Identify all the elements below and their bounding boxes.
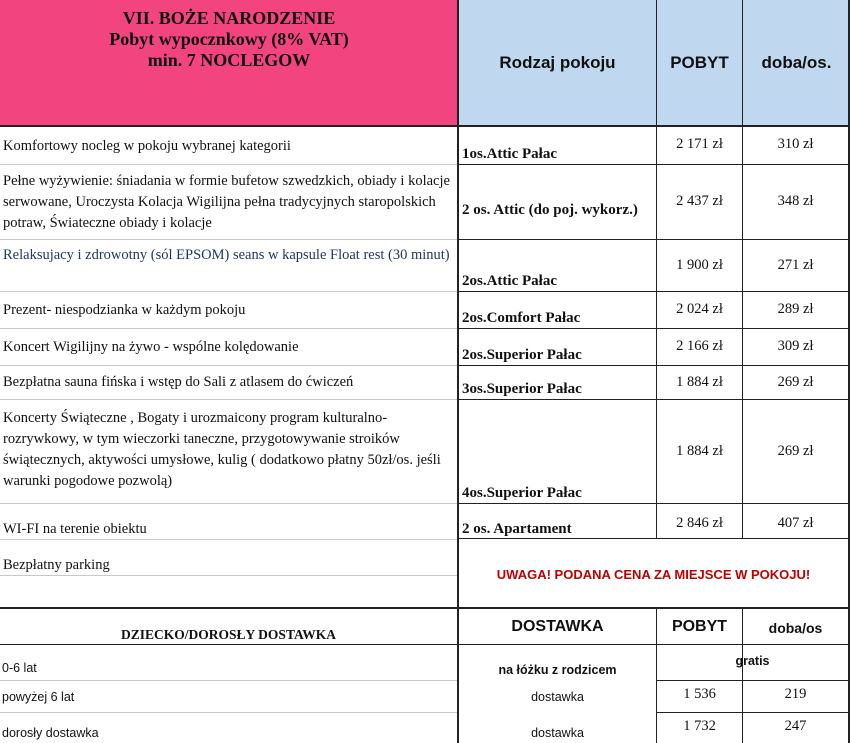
offer-subtitle: Pobyt wypocznkowy (8% VAT) xyxy=(109,29,349,49)
divider-horizontal xyxy=(0,680,457,681)
divider-horizontal xyxy=(0,503,457,504)
section-divider xyxy=(0,607,850,609)
divider-horizontal xyxy=(459,365,850,366)
room-name: 2os.Attic Pałac xyxy=(462,273,557,289)
room-name: 2 os. Attic (do poj. wykorz.) xyxy=(462,202,638,218)
room-stay-price: 1 884 zł xyxy=(676,374,723,390)
divider-horizontal xyxy=(0,291,457,292)
offer-title: VII. BOŻE NARODZENIE xyxy=(122,8,336,28)
room-name: 2os.Comfort Pałac xyxy=(462,310,581,326)
divider-horizontal xyxy=(0,644,850,645)
extra-header-left: DZIECKO/DOROSŁY DOSTAWKA xyxy=(121,627,336,642)
divider-horizontal xyxy=(0,164,457,165)
room-day-price: 407 zł xyxy=(777,515,814,531)
divider-vertical xyxy=(656,126,657,538)
extra-row-day: 247 xyxy=(784,718,807,734)
extra-row-bed: dostawka xyxy=(531,690,584,704)
header-stay: POBYT xyxy=(657,0,742,126)
room-name: 1os.Attic Pałac xyxy=(462,146,557,162)
extra-row-label: powyżej 6 lat xyxy=(2,690,75,704)
price-warning: UWAGA! PODANA CENA ZA MIEJSCE W POKOJU! xyxy=(496,567,811,582)
divider-vertical xyxy=(656,0,657,126)
room-day-price: 348 zł xyxy=(777,193,814,209)
extra-row-label: 0-6 lat xyxy=(2,661,37,675)
divider-horizontal xyxy=(459,291,850,292)
room-day-price: 309 zł xyxy=(777,338,814,354)
room-stay-price: 2 171 zł xyxy=(676,136,723,152)
extra-header-stay: POBYT xyxy=(671,618,728,635)
divider-horizontal xyxy=(657,712,850,713)
feature-item: WI-FI na terenie obiektu xyxy=(3,521,147,537)
extra-row-price: gratis xyxy=(735,654,770,668)
extra-header-bed: DOSTAWKA xyxy=(511,618,604,635)
feature-item: Relaksujacy i zdrowotny (sól EPSOM) seans w kapsule Float rest (30 minut) xyxy=(3,247,450,263)
extra-header-day: doba/os xyxy=(768,620,823,636)
room-day-price: 289 zł xyxy=(777,301,814,317)
divider-horizontal xyxy=(0,239,457,240)
room-stay-price: 1 884 zł xyxy=(676,443,723,459)
feature-item: Koncert Wigilijny na żywo - wspólne kolędowanie xyxy=(3,339,299,355)
feature-item: Pełne wyżywienie: śniadania w formie bufetow szwedzkich, obiady i kolacje serwowane, Uroczysta Kolacja Wigilijna pełna tradycyjnych staropolskich potraw, Świateczne obiady i kolacje xyxy=(3,173,450,231)
divider-horizontal xyxy=(459,503,850,504)
room-name: 2os.Superior Pałac xyxy=(462,347,582,363)
divider-vertical xyxy=(742,126,743,538)
room-stay-price: 1 900 zł xyxy=(676,257,723,273)
room-stay-price: 2 024 zł xyxy=(676,301,723,317)
room-day-price: 271 zł xyxy=(777,257,814,273)
feature-item: Prezent- niespodzianka w każdym pokoju xyxy=(3,302,246,318)
offer-min-nights: min. 7 NOCLEGOW xyxy=(147,50,311,70)
extra-row-stay: 1 732 xyxy=(683,718,716,734)
divider-horizontal xyxy=(0,712,457,713)
divider-vertical xyxy=(742,0,743,126)
header-room-type: Rodzaj pokoju xyxy=(459,0,656,126)
divider-horizontal xyxy=(459,538,850,539)
feature-item: Bezpłatny parking xyxy=(3,557,110,573)
divider-horizontal xyxy=(657,680,850,681)
extra-row-label: dorosły dostawka xyxy=(2,726,99,740)
divider-horizontal xyxy=(0,125,850,127)
feature-item: Komfortowy nocleg w pokoju wybranej kategorii xyxy=(3,138,291,154)
room-stay-price: 2 437 zł xyxy=(676,193,723,209)
room-name: 4os.Superior Pałac xyxy=(462,485,582,501)
room-stay-price: 2 166 zł xyxy=(676,338,723,354)
divider-horizontal xyxy=(459,239,850,240)
room-stay-price: 2 846 zł xyxy=(676,515,723,531)
divider-horizontal xyxy=(459,328,850,329)
divider-horizontal xyxy=(0,365,457,366)
divider-horizontal xyxy=(0,328,457,329)
room-day-price: 310 zł xyxy=(777,136,814,152)
room-day-price: 269 zł xyxy=(777,443,814,459)
extra-row-stay: 1 536 xyxy=(683,686,716,702)
extra-row-bed: na łóżku z rodzicem xyxy=(498,663,617,677)
feature-item: Koncerty Świąteczne , Bogaty i urozmaicony program kulturalno-rozrywkowy, w tym wieczorki taneczne, przygotowywanie stroików świątecznych, aktywości umysłowe, kulig ( dodatkowo płatny 50zł/os. jeśli warunki pogodowe pozwolą) xyxy=(3,410,441,489)
room-day-price: 269 zł xyxy=(777,374,814,390)
room-name: 2 os. Apartament xyxy=(462,521,572,537)
header-per-day: doba/os. xyxy=(743,0,850,126)
divider-horizontal xyxy=(459,399,850,400)
offer-title-block xyxy=(0,0,458,126)
extra-row-bed: dostawka xyxy=(531,726,584,740)
divider-horizontal xyxy=(459,164,850,165)
room-name: 3os.Superior Pałac xyxy=(462,381,582,397)
divider-horizontal xyxy=(0,399,457,400)
extra-row-day: 219 xyxy=(784,686,807,702)
feature-item: Bezpłatna sauna fińska i wstęp do Sali z atlasem do ćwiczeń xyxy=(3,374,354,390)
